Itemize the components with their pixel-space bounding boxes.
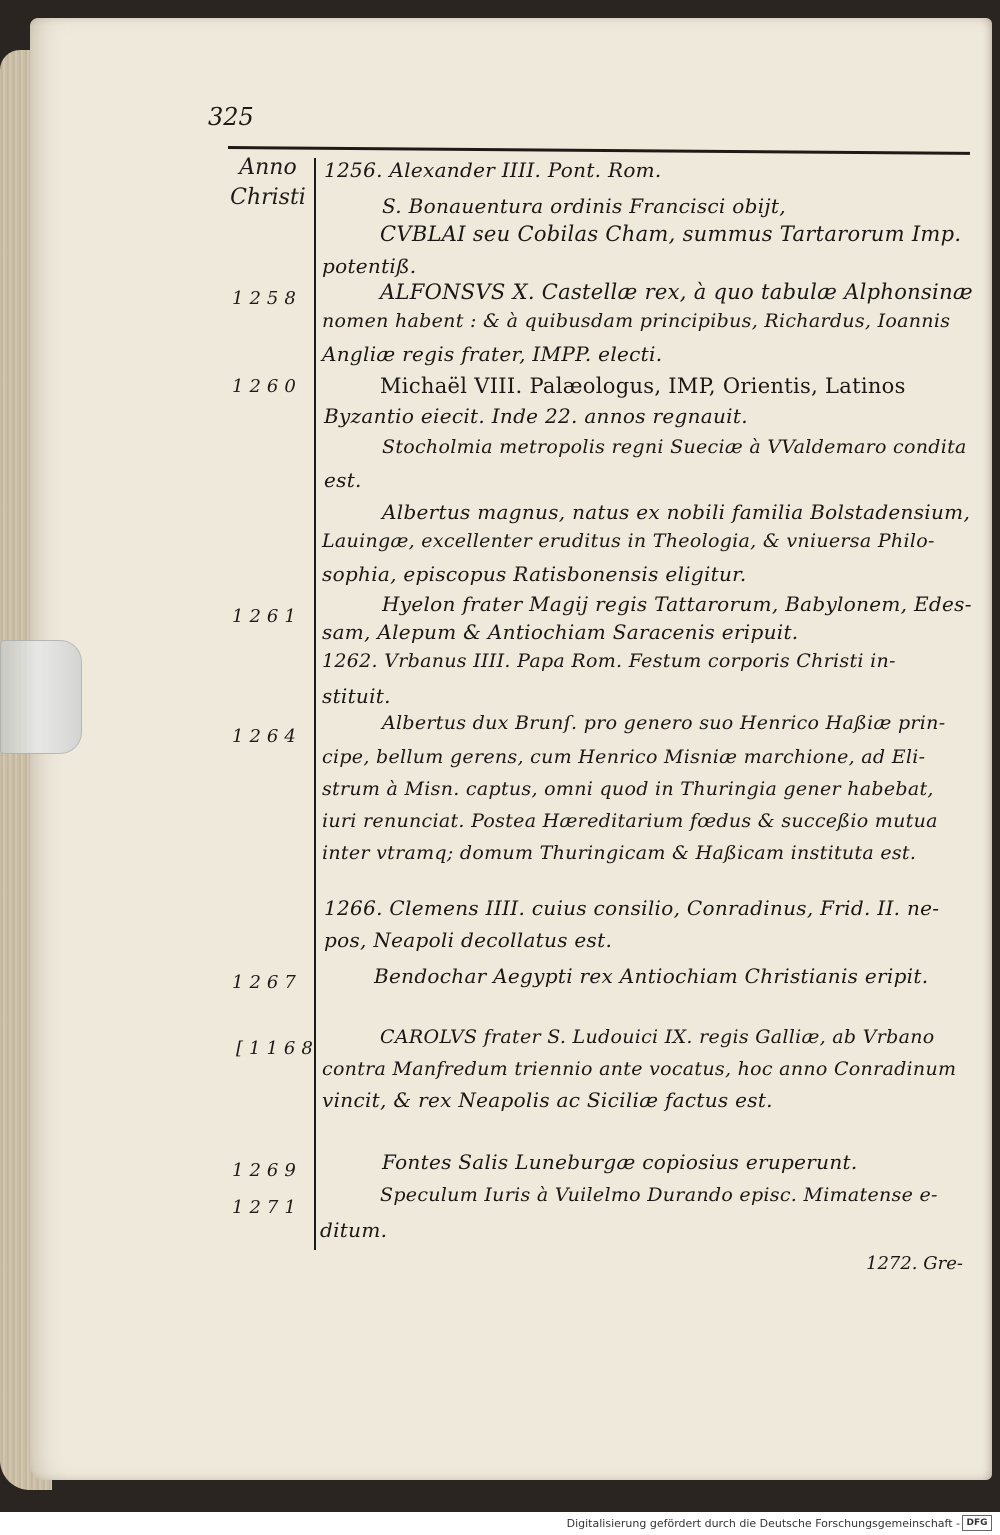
text-line: Albertus dux Brunſ. pro genero suo Henrico Haßiæ prin- — [382, 712, 946, 734]
text-line: est. — [324, 468, 362, 492]
column-rule — [314, 158, 316, 1250]
year-label: 1258 — [232, 288, 302, 309]
year-label: 1261 — [232, 606, 302, 627]
text-line: iuri renunciat. Postea Hæreditarium fœdus & succeßio mutua — [322, 810, 938, 832]
text-line: nomen habent : & à quibusdam principibus, Richardus, Ioannis — [322, 310, 951, 332]
text-line: Speculum Iuris à Vuilelmo Durando episc. Mimatense e- — [380, 1184, 938, 1206]
year-label: 1264 — [232, 726, 302, 747]
text-line: pos, Neapoli decollatus est. — [324, 928, 613, 952]
text-line: Fontes Salis Luneburgæ copiosius eruperunt. — [382, 1150, 858, 1174]
text-line: cipe, bellum gerens, cum Henrico Misniæ marchione, ad Eli- — [322, 746, 926, 768]
text-line: Bendochar Aegypti rex Antiochiam Christianis eripit. — [374, 964, 929, 988]
text-line: potentiß. — [322, 254, 417, 278]
footer-credit: Digitalisierung gefördert durch die Deutsche Forschungsgemeinschaft - — [566, 1517, 960, 1530]
text-line: Hyelon frater Magij regis Tattarorum, Babylonem, Edes- — [382, 592, 972, 616]
year-label: 1269 — [232, 1160, 302, 1181]
text-line: inter vtramq; domum Thuringicam & Haßicam instituta est. — [322, 842, 917, 864]
text-line: Albertus magnus, natus ex nobili familia Bolstadensium, — [382, 500, 971, 524]
text-line: Angliæ regis frater, IMPP. electi. — [322, 342, 663, 366]
text-line: 1266. Clemens IIII. cuius consilio, Conradinus, Frid. II. ne- — [324, 896, 940, 920]
text-line: sam, Alepum & Antiochiam Saracenis eripuit. — [322, 620, 799, 644]
column-header — [226, 153, 310, 213]
text-line: 1256. Alexander IIII. Pont. Rom. — [324, 158, 662, 182]
year-label: 1267 — [232, 972, 302, 993]
text-line: CVBLAI seu Cobilas Cham, summus Tartarorum Imp. — [380, 222, 962, 246]
year-label: 1271 — [232, 1197, 302, 1218]
text-line: sophia, episcopus Ratisbonensis eligitur. — [322, 562, 747, 586]
text-line: CAROLVS frater S. Ludouici IX. regis Galliæ, ab Vrbano — [380, 1026, 935, 1048]
text-line: Stocholmia metropolis regni Sueciæ à VValdemaro condita — [382, 436, 967, 458]
dfg-logo-icon: DFG — [962, 1515, 992, 1531]
text-line: 1262. Vrbanus IIII. Papa Rom. Festum corporis Christi in- — [322, 650, 896, 672]
text-line: Byzantio eiecit. Inde 22. annos regnauit. — [324, 404, 748, 428]
year-label: 1260 — [232, 376, 302, 397]
catchword: 1272. Gre- — [866, 1253, 963, 1274]
text-line: contra Manfredum triennio ante vocatus, hoc anno Conradinum — [322, 1058, 957, 1080]
column-header-line-2: Christi — [230, 185, 306, 210]
text-line: stituit. — [322, 684, 391, 708]
text-line: ALFONSVS X. Castellæ rex, à quo tabulæ Alphonsinæ — [380, 280, 973, 304]
year-label: [1168 — [236, 1038, 319, 1059]
text-line: strum à Misn. captus, omni quod in Thuringia gener habebat, — [322, 778, 934, 800]
text-line: S. Bonauentura ordinis Francisci obijt, — [382, 194, 786, 218]
column-header-line-1: Anno — [239, 155, 297, 180]
text-line: ditum. — [320, 1218, 388, 1242]
page-clip — [0, 640, 82, 754]
text-line: Lauingæ, excellenter eruditus in Theologia, & vniuersa Philo- — [322, 530, 935, 552]
text-line: Michaël VIII. Palæologus, IMP, Orientis, Latinos — [380, 374, 906, 398]
text-line: vincit, & rex Neapolis ac Siciliæ factus est. — [322, 1088, 773, 1112]
page-number: 325 — [208, 103, 254, 131]
